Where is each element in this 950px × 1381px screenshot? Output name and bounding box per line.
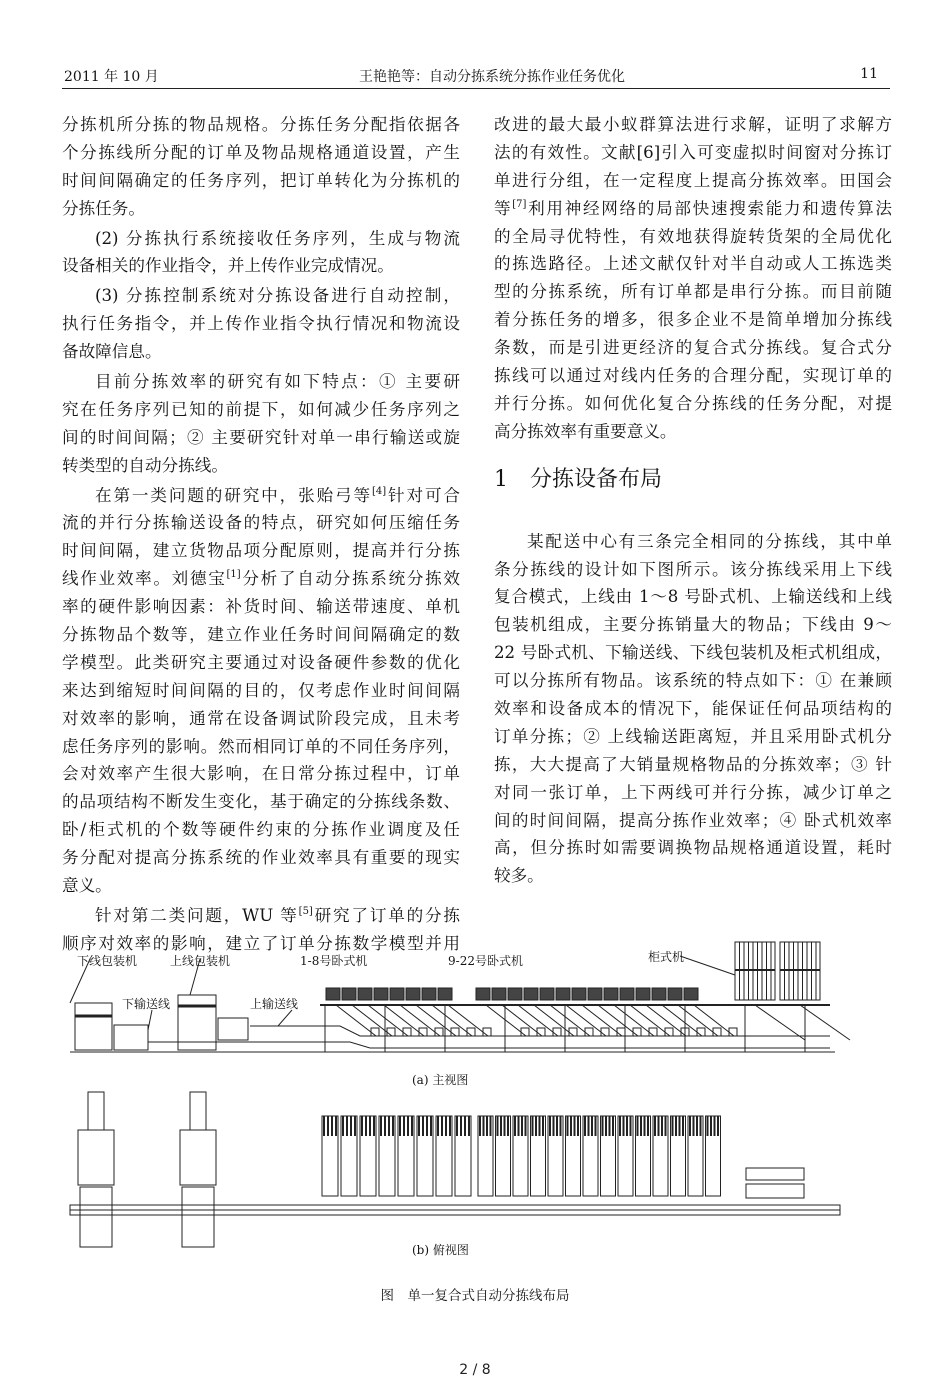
leader-line — [148, 1010, 152, 1030]
text-segment: 利用神经网络的局部快速搜索能力和遗传算法 — [526, 198, 893, 218]
header-page-number: 11 — [860, 66, 878, 82]
paragraph — [494, 528, 892, 891]
label-cabinet: 柜式机 — [648, 950, 685, 964]
horizontal-machine — [684, 988, 698, 1000]
chute-line — [550, 1005, 590, 1036]
horizontal-machine — [374, 988, 388, 1000]
text-segment: 分析了自动分拣系统分拣效 — [240, 569, 461, 589]
text-line: 法的有效性。文献[6]引入可变虚拟时间窗对分拣订 — [494, 142, 892, 162]
horizontal-machine — [620, 988, 634, 1000]
chute-line — [662, 1005, 702, 1036]
text-line: 的全局寻优特性，有效地获得旋转货架的全局优化 — [494, 226, 892, 246]
text-line: 可以分拣所有物品。该系统的特点如下：① 在兼顾 — [494, 671, 892, 691]
text-segment: 针对第二类问题，WU 等 — [95, 905, 299, 925]
label-lower-packer: 下线包装机 — [77, 954, 138, 968]
text-line: 拣线可以通过对线内任务的合理分配，实现订单的 — [494, 366, 892, 386]
text-line: 时间间隔确定的任务序列，把订单转化为分拣机的 — [62, 170, 460, 190]
page-indicator: 2 / 8 — [459, 1362, 491, 1378]
paragraph — [62, 225, 460, 281]
text-segment: 研究了订单的分拣 — [312, 905, 460, 925]
text-line: 虑任务序列的影响。然而相同订单的不同任务序列， — [62, 736, 460, 756]
label-upper-packer: 上线包装机 — [170, 954, 231, 968]
chute-line — [518, 1005, 558, 1036]
text-line: 的品项结构不断发生变化，基于确定的分拣线条数、 — [62, 792, 460, 812]
chute-line — [646, 1005, 686, 1036]
chute-line — [416, 1005, 456, 1036]
packer-body — [78, 1130, 114, 1185]
chute-line — [400, 1005, 440, 1036]
horizontal-machine — [652, 988, 666, 1000]
text-line — [62, 565, 460, 593]
horizontal-machine — [390, 988, 404, 1000]
text-line: 执行任务指令，并上传作业指令执行情况和物流设 — [62, 314, 460, 334]
text-line — [62, 482, 460, 510]
label-upper-conveyor: 上输送线 — [250, 997, 299, 1011]
text-line: 设备相关的作业指令，并上传作业完成情况。 — [62, 256, 394, 276]
packer-base — [182, 1187, 214, 1247]
text-line — [62, 902, 460, 930]
text-line: 22 号卧式机、下输送线、下线包装机及柜式机组成， — [494, 643, 892, 663]
text-line: 较多。 — [494, 866, 544, 886]
paragraph — [494, 111, 892, 446]
layout-drawing — [60, 930, 900, 1270]
section-number: 1 — [494, 466, 508, 492]
chute-line — [614, 1005, 654, 1036]
upper-packer-motor — [218, 1018, 248, 1040]
text-line: 顺序对效率的影响，建立了订单分拣数学模型并用 — [62, 933, 460, 953]
cabinet-top — [746, 1184, 804, 1198]
text-line: 高，但分拣时如需要调换物品规格通道设置，耗时 — [494, 838, 892, 858]
text-line: 对效率的影响，通常在设备调试阶段完成，且未考 — [62, 708, 460, 728]
text-line: 分拣机所分拣的物品规格。分拣任务分配指依据各 — [62, 115, 460, 134]
chute-line — [755, 1005, 805, 1040]
text-segment: 在第一类问题的研究中，张贻弓等 — [95, 485, 372, 505]
text-line: 卧/柜式机的个数等硬件约束的分拣作业调度及任 — [62, 820, 460, 840]
text-line: 究在任务序列已知的前提下，如何减少任务序列之 — [62, 399, 460, 419]
paragraph — [62, 111, 460, 223]
text-line: 改进的最大最小蚁群算法进行求解，证明了求解方 — [494, 115, 892, 134]
chute-line — [566, 1005, 606, 1036]
text-line: 间的时间间隔；② 主要研究针对单一串行输送或旋 — [62, 427, 460, 447]
horizontal-machine — [422, 988, 436, 1000]
chute-line — [384, 1005, 424, 1036]
chute-line — [534, 1005, 574, 1036]
text-line: 并行分拣。如何优化复合分拣线的任务分配，对提 — [494, 393, 892, 413]
horizontal-machine — [406, 988, 420, 1000]
text-line: 单进行分组，在一定程度上提高分拣效率。田国会 — [494, 170, 892, 190]
text-segment: 针对可合 — [386, 485, 460, 505]
horizontal-machine — [342, 988, 356, 1000]
text-line: 目前分拣效率的研究有如下特点：① 主要研 — [95, 372, 460, 392]
text-line: 分拣物品个数等，建立作业任务时间间隔确定的数 — [62, 625, 460, 645]
running-header — [62, 64, 890, 89]
subcaption-front-view: (a) 主视图 — [412, 1073, 469, 1087]
text-line: 转类型的自动分拣线。 — [62, 455, 228, 475]
lower-packer-shape — [75, 1003, 112, 1050]
text-line: 条分拣线的设计如下图所示。该分拣线采用上下线 — [494, 559, 892, 579]
chute-line — [448, 1005, 488, 1036]
section-title: 分拣设备布局 — [530, 466, 663, 492]
figure-sorting-line-layout — [60, 930, 900, 1270]
horizontal-machine — [508, 988, 522, 1000]
text-line: 条数，而是引进更经济的复合式分拣线。复合式分 — [494, 338, 892, 358]
text-line: 的拣选路径。上述文献仅针对半自动或人工拣选类 — [494, 254, 892, 274]
text-line: 个分拣线所分配的订单及物品规格通道设置，产生 — [62, 142, 460, 162]
text-line: 务分配对提高分拣系统的作业效率具有重要的现实 — [62, 848, 460, 868]
horizontal-machine — [668, 988, 682, 1000]
chute-line — [502, 1005, 542, 1036]
text-segment: 等 — [494, 198, 513, 218]
section-heading — [494, 460, 892, 500]
label-machines-9-22: 9-22号卧式机 — [448, 954, 523, 968]
text-line: 意义。 — [62, 876, 112, 896]
text-line: (3) 分拣控制系统对分拣设备进行自动控制， — [95, 286, 460, 306]
packer-column — [88, 1092, 104, 1130]
left-column — [62, 111, 460, 960]
paragraph — [62, 282, 460, 366]
chute-line — [630, 1005, 670, 1036]
chute-line — [368, 1005, 408, 1036]
label-lower-conveyor: 下输送线 — [122, 997, 171, 1011]
chute-line — [582, 1005, 622, 1036]
leader-line — [278, 1010, 292, 1026]
horizontal-machine — [326, 988, 340, 1000]
text-line: 型的分拣系统，所有订单都是串行分拣。而目前随 — [494, 282, 892, 302]
horizontal-machine — [572, 988, 586, 1000]
text-line: 率的硬件影响因素：补货时间、输送带速度、单机 — [62, 597, 460, 617]
text-line: 流的并行分拣输送设备的特点，研究如何压缩任务 — [62, 513, 460, 533]
citation-superscript: [1] — [226, 569, 241, 581]
chute-line — [800, 1005, 850, 1040]
chute-line — [678, 1005, 718, 1036]
chute-line — [432, 1005, 472, 1036]
text-line: 订单分拣；② 上线输送距离短，并且采用卧式机分 — [494, 726, 892, 746]
top-view-drawing — [70, 1092, 840, 1247]
horizontal-machine — [358, 988, 372, 1000]
horizontal-machine — [492, 988, 506, 1000]
header-date: 2011 年 10 月 — [64, 69, 159, 85]
text-line: 效率和设备成本的情况下，能保证任何品项结构的 — [494, 699, 892, 719]
subcaption-top-view: (b) 俯视图 — [412, 1243, 469, 1257]
text-line: 备故障信息。 — [62, 342, 162, 362]
chute-line — [336, 1005, 376, 1036]
text-line: 拣，大大提高了大销量规格物品的分拣效率；③ 针 — [494, 754, 892, 774]
horizontal-machine — [604, 988, 618, 1000]
lower-packer-motor — [114, 1025, 148, 1050]
citation-superscript: [5] — [298, 905, 313, 917]
text-line: 某配送中心有三条完全相同的分拣线，其中单 — [527, 531, 892, 551]
horizontal-machine — [540, 988, 554, 1000]
cabinet-top — [746, 1168, 804, 1180]
horizontal-machine — [438, 988, 452, 1000]
chute-line — [694, 1005, 734, 1036]
paragraph — [62, 482, 460, 900]
right-column — [494, 111, 892, 892]
chute-line — [352, 1005, 392, 1036]
label-machines-1-8: 1-8号卧式机 — [300, 954, 368, 968]
horizontal-machine — [588, 988, 602, 1000]
text-line: 包装机组成，主要分拣销量大的物品；下线由 9～ — [494, 615, 892, 635]
text-line: 高分拣效率有重要意义。 — [494, 421, 677, 441]
text-line: 来达到缩短时间间隔的目的，仅考虑作业时间间隔 — [62, 680, 460, 700]
text-line: 学模型。此类研究主要通过对设备硬件参数的优化 — [62, 652, 460, 672]
horizontal-machine — [524, 988, 538, 1000]
text-line: 时间间隔，建立货物品项分配原则，提高并行分拣 — [62, 541, 460, 561]
text-line: 对同一张订单，上下两线可并行分拣，减少订单之 — [494, 782, 892, 802]
horizontal-machine — [476, 988, 490, 1000]
leader-line — [680, 956, 735, 975]
text-line: 间的时间间隔，提高分拣作业效率；④ 卧式机效率 — [494, 810, 892, 830]
text-line: 着分拣任务的增多，很多企业不是简单增加分拣线 — [494, 310, 892, 330]
text-line — [494, 195, 892, 223]
text-line: 会对效率产生很大影响，在日常分拣过程中，订单 — [62, 764, 460, 784]
text-line: 分拣任务。 — [62, 198, 145, 218]
citation-superscript: [4] — [371, 485, 387, 497]
text-line: (2) 分拣执行系统接收任务序列，生成与物流 — [95, 228, 460, 248]
horizontal-machine — [556, 988, 570, 1000]
chute-line — [486, 1005, 526, 1036]
text-line: 复合模式，上线由 1～8 号卧式机、上输送线和上线 — [494, 587, 892, 607]
header-title: 王艳艳等：自动分拣系统分拣作业任务优化 — [359, 69, 625, 85]
figure-caption: 图 单一复合式自动分拣线布局 — [380, 1288, 570, 1304]
citation-superscript: [7] — [512, 198, 527, 210]
packer-body — [180, 1130, 216, 1185]
lower-conveyor-shape — [148, 1042, 830, 1048]
horizontal-machine — [636, 988, 650, 1000]
chute-line — [598, 1005, 638, 1036]
paragraph — [62, 368, 460, 480]
text-segment: 线作业效率。刘德宝 — [62, 569, 227, 589]
packer-column — [190, 1092, 206, 1130]
packer-base — [80, 1187, 112, 1247]
